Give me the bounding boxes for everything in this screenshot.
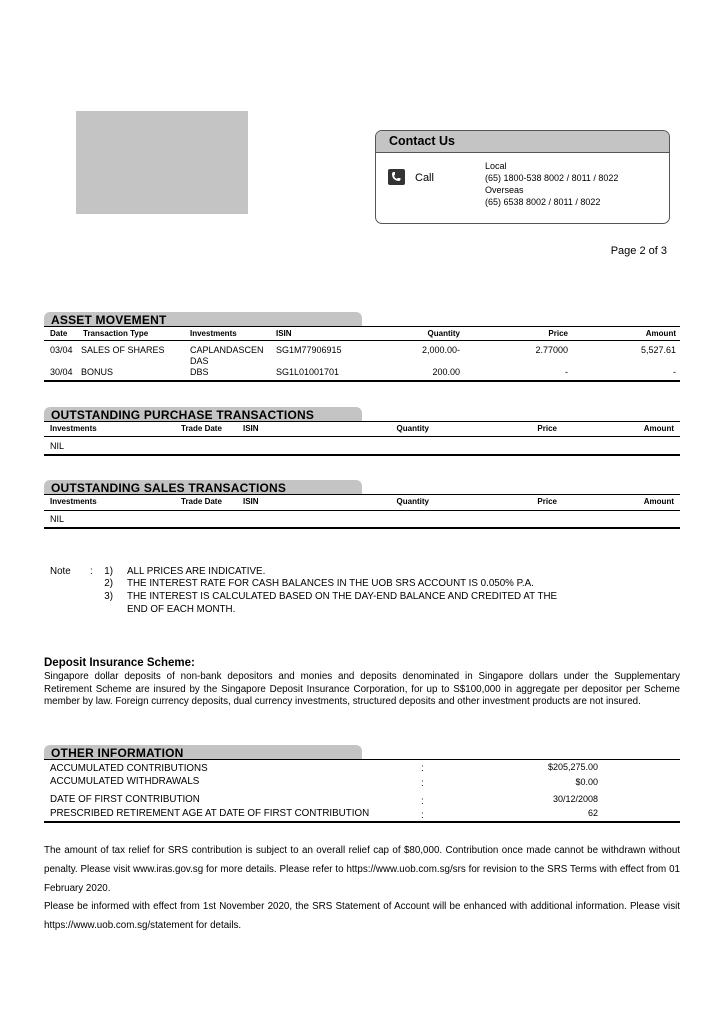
col-investments: Investments	[50, 424, 97, 433]
info-value-retirement-age: 62	[587, 808, 598, 818]
row-isin: SG1L01001701	[276, 367, 340, 377]
contact-line-local: Local	[485, 161, 507, 171]
other-information-title: OTHER INFORMATION	[44, 745, 362, 760]
outstanding-purchase-header-rule	[44, 436, 680, 437]
col-price: Price	[548, 329, 568, 338]
row-date: 03/04	[50, 345, 73, 355]
asset-movement-bottom-rule	[44, 380, 680, 382]
outstanding-purchase-title: OUTSTANDING PURCHASE TRANSACTIONS	[44, 407, 362, 422]
col-amount: Amount	[645, 329, 676, 338]
col-quantity: Quantity	[396, 424, 429, 433]
info-label-retirement-age: PRESCRIBED RETIREMENT AGE AT DATE OF FIRST CONTRIBUTION	[50, 808, 370, 819]
row-amount: -	[673, 367, 676, 377]
col-transaction-type: Transaction Type	[83, 329, 149, 338]
outstanding-purchase-nil: NIL	[50, 441, 65, 451]
row-quantity: 200.00	[432, 367, 460, 377]
tax-relief-paragraph: The amount of tax relief for SRS contribution is subject to an overall relief cap of $80,000. Contribution once made cannot be withdrawn without penalty. Please visit www.iras.gov.sg for more details. Please refer to https://www.uob.com.sg/srs for revision to the SRS Terms with effect from 01 February 2020.	[44, 845, 680, 894]
note-label: Note	[50, 566, 71, 577]
note-text: THE INTEREST RATE FOR CASH BALANCES IN THE UOB SRS ACCOUNT IS 0.050% P.A.	[127, 578, 534, 589]
info-label-contributions: ACCUMULATED CONTRIBUTIONS	[50, 763, 208, 774]
row-price: -	[565, 367, 568, 377]
contact-box	[375, 130, 670, 224]
other-information-bottom-rule	[44, 821, 680, 823]
row-type: BONUS	[81, 367, 114, 377]
col-investments: Investments	[50, 497, 97, 506]
call-label: Call	[415, 172, 434, 184]
outstanding-sales-header-rule	[44, 510, 680, 511]
row-investment: DBS	[190, 367, 209, 377]
contact-numbers	[485, 160, 618, 208]
info-colon: :	[421, 763, 424, 774]
statement-enhancement-paragraph: Please be informed with effect from 1st November 2020, the SRS Statement of Account will be enhanced with additional information. Please visit https://www.uob.com.sg/statement for details.	[44, 901, 680, 931]
row-investment: CAPLANDASCEN	[190, 345, 264, 355]
col-isin: ISIN	[243, 424, 259, 433]
outstanding-purchase-bottom-rule	[44, 454, 680, 456]
deposit-insurance-title: Deposit Insurance Scheme:	[44, 657, 195, 669]
other-information-top-rule	[44, 759, 680, 760]
contact-line-overseas-number: (65) 6538 8002 / 8011 / 8022	[485, 197, 601, 207]
note-text: THE INTEREST IS CALCULATED BASED ON THE DAY-END BALANCE AND CREDITED AT THE	[127, 591, 558, 602]
col-isin: ISIN	[276, 329, 292, 338]
col-amount: Amount	[643, 497, 674, 506]
col-investments: Investments	[190, 329, 237, 338]
col-price: Price	[537, 424, 557, 433]
asset-movement-header-rule	[44, 340, 680, 341]
info-label-withdrawals: ACCUMULATED WITHDRAWALS	[50, 776, 200, 787]
outstanding-sales-bottom-rule	[44, 527, 680, 529]
outstanding-purchase-top-rule	[44, 421, 680, 422]
col-isin: ISIN	[243, 497, 259, 506]
col-date: Date	[50, 329, 68, 338]
outstanding-sales-top-rule	[44, 494, 680, 495]
note-number: 3)	[104, 591, 113, 602]
page-number: Page 2 of 3	[610, 245, 667, 257]
info-colon: :	[421, 796, 424, 807]
row-amount: 5,527.61	[640, 345, 676, 355]
info-label-first-contribution: DATE OF FIRST CONTRIBUTION	[50, 794, 200, 805]
deposit-insurance-body: Singapore dollar deposits of non-bank depositors and monies and deposits denominated in Singapore dollars under the Supplementary Retirement Scheme are insured by the Singapore Deposit Insurance Corporation, for up to S$100,000 in aggregate per depositor per Scheme member by law. Foreign currency deposits, dual currency investments, structured deposits and other investment products are not insured.	[44, 671, 680, 708]
note-text: ALL PRICES ARE INDICATIVE.	[127, 566, 266, 577]
info-value-contributions: $205,275.00	[547, 762, 598, 772]
col-amount: Amount	[643, 424, 674, 433]
info-value-first-contribution: 30/12/2008	[552, 794, 598, 804]
row-type: SALES OF SHARES	[81, 345, 165, 355]
info-value-withdrawals: $0.00	[575, 777, 598, 787]
col-price: Price	[537, 497, 557, 506]
phone-icon	[388, 169, 405, 185]
col-quantity: Quantity	[427, 329, 460, 338]
outstanding-sales-nil: NIL	[50, 514, 65, 524]
note-number: 2)	[104, 578, 113, 589]
info-colon: :	[421, 778, 424, 789]
row-price: 2.77000	[535, 345, 568, 355]
contact-line-overseas: Overseas	[485, 185, 524, 195]
col-trade-date: Trade Date	[181, 424, 222, 433]
row-date: 30/04	[50, 367, 73, 377]
asset-movement-title: ASSET MOVEMENT	[44, 312, 362, 327]
note-colon: :	[90, 566, 93, 577]
row-isin: SG1M77906915	[276, 345, 342, 355]
col-trade-date: Trade Date	[181, 497, 222, 506]
contact-line-local-number: (65) 1800-538 8002 / 8011 / 8022	[485, 173, 619, 183]
contact-title: Contact Us	[376, 131, 669, 153]
note-text-continuation: END OF EACH MONTH.	[127, 604, 236, 615]
col-quantity: Quantity	[396, 497, 429, 506]
asset-movement-top-rule	[44, 326, 680, 327]
note-number: 1)	[104, 566, 113, 577]
row-quantity: 2,000.00-	[421, 345, 460, 355]
outstanding-sales-title: OUTSTANDING SALES TRANSACTIONS	[44, 480, 362, 495]
row-investment-cont: DAS	[190, 356, 209, 366]
logo-placeholder	[76, 111, 248, 214]
info-colon: :	[421, 810, 424, 821]
